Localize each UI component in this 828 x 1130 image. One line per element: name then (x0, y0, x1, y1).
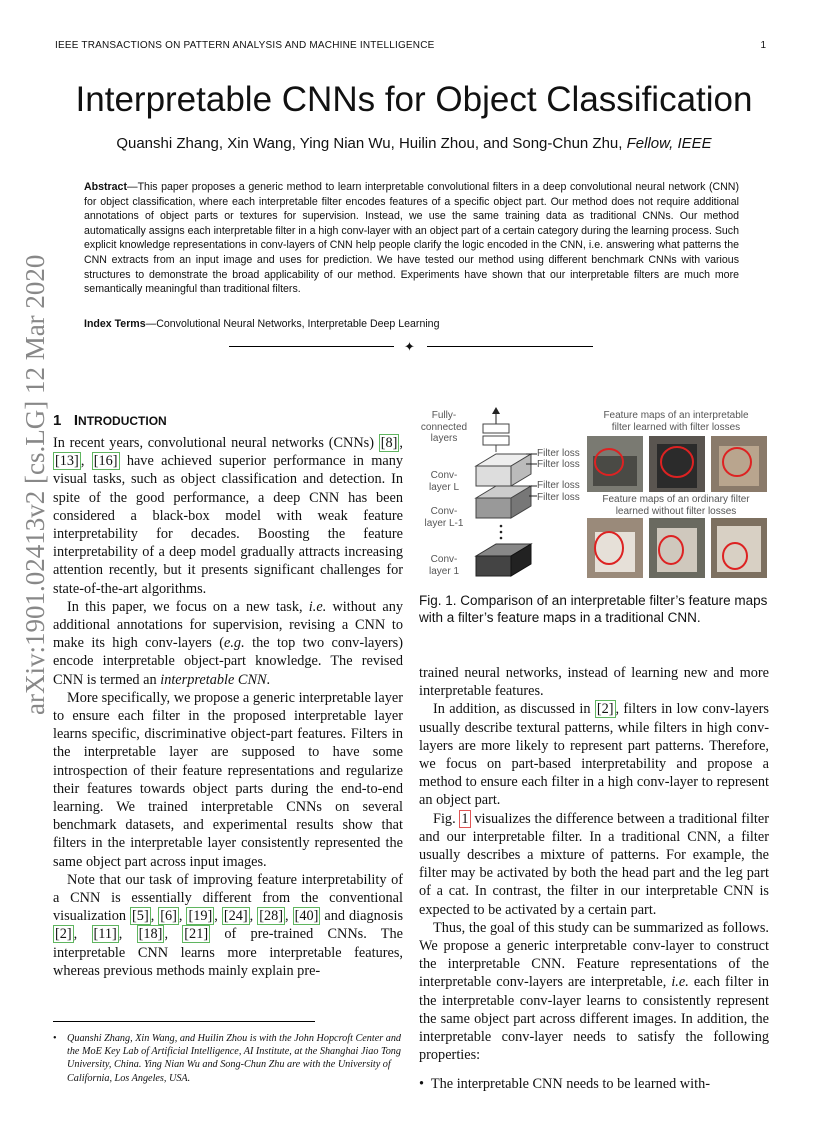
text: interpretable CNN (160, 671, 267, 688)
filter-loss-label: Filter loss (537, 448, 580, 459)
footnote-rule (53, 1021, 315, 1022)
paragraph-1: In recent years, convolutional neural networks (CNNs) [8] , [13] , [16] have achieved superior performance in many visual tasks, such as object classification and detection. In spite of the good performance, a deep CNN has been considered a black-box model with weak feature interpretability for decades. Boosting the feature interpretability of a deep model gradually attracts increasing attention recently, but it presents significant challenges for state-of-the-art algorithms. (53, 435, 404, 597)
label-conv-layer-l: Conv- layer L (428, 470, 459, 493)
interpretable-maps-title: Feature maps of an interpretable filter learned with filter losses (603, 410, 749, 433)
citation-link[interactable]: [40] (294, 908, 319, 925)
abstract (84, 180, 739, 297)
citation-link[interactable]: [6] (160, 908, 177, 925)
figure-1 (419, 406, 779, 586)
text: e.g. (224, 635, 245, 652)
arxiv-stamp (12, 254, 52, 715)
citation-link[interactable]: [16] (93, 453, 118, 470)
label-conv-layer-1: Conv- layer 1 (428, 554, 459, 577)
citation-link[interactable]: [2] (55, 926, 72, 943)
footnote (53, 1032, 403, 1085)
label-conv-layer-l-1: Conv- layer L-1 (424, 506, 464, 529)
citation-link[interactable]: [24] (223, 908, 248, 925)
citation-link[interactable]: [19] (188, 908, 213, 925)
figure-link[interactable]: 1 (461, 810, 469, 827)
paragraph-3: More specifically, we propose a generic interpretable layer to ensure each filter in the proposed interpretable layer learns specific, discriminative object-part features. Filters in the interpretable layer are supposed to have some introspection of their feature representations and regularize their features towards object parts during the end-to-end learning. We trained interpretable CNNs on several benchmark datasets, and experimental results show that filters in the interpretable layer consistently represented the same object part across input images. (53, 689, 403, 870)
property-text: The interpretable CNN needs to be learned with- (430, 1076, 710, 1092)
abstract-label: Abstract (84, 181, 127, 193)
left-column (53, 434, 403, 980)
paragraph-7 (419, 919, 769, 1065)
text: In addition, as discussed in (433, 701, 595, 718)
paragraph-4: Note that our task of improving feature interpretability of a CNN is essentially different from the conventional visualization [5] , [6] , [19] , [24] , [28] , [40] and diagnosis [2] , [11] , [18] , [21] of pre-trained CNNs. The interpretable CNN learns more interpretable features, whereas previous methods mainly explain pre- (53, 871, 404, 979)
text: Note that our task of improving feature interpretability of a CNN is essentially different from the conventional visualization (53, 871, 403, 925)
section-heading (53, 412, 167, 429)
citation-link[interactable]: [11] (93, 926, 117, 943)
citation-link[interactable]: [8] (380, 435, 398, 451)
text: without any additional annotations for supervision, revising a CNN to make its high conv-layers ( (53, 598, 403, 652)
filter-loss-label: Filter loss (537, 492, 580, 503)
paragraph-6 (419, 810, 769, 919)
arxiv-stamp-text: arXiv:1901.02413v2 [cs.LG] 12 Mar 2020 (20, 254, 50, 715)
section-title-first: I (73, 412, 79, 429)
text: each filter in the interpretable conv-layer learns to consistently represent the same object part across different images. In addition, the interpretable conv-layer needs to satisfy the following properties: (419, 974, 769, 1064)
text: In recent years, convolutional neural networks (CNNs) (53, 435, 379, 451)
paragraph-continued: trained neural networks, instead of learning new and more interpretable features. (419, 665, 769, 700)
filter-loss-label: Filter loss (537, 459, 580, 470)
text: In this paper, we focus on a new task, (67, 598, 309, 615)
index-terms-label: Index Terms (84, 318, 146, 330)
network-diagram (471, 406, 541, 586)
paper-title: Interpretable CNNs for Object Classification (75, 80, 753, 119)
citation-link[interactable]: [2] (596, 701, 614, 718)
footnote-text: Quanshi Zhang, Xin Wang, and Huilin Zhou is with the John Hopcroft Center and the MoE Key Lab of Artificial Intelligence, AI Institute, at the Shanghai Jiao Tong University, China. Ying Nian Wu and Song-Chun Zhu are with the University of California, Los Angeles, USA. (67, 1033, 402, 1084)
ordinary-maps-title: Feature maps of an ordinary filter learned without filter losses (602, 494, 750, 517)
filter-loss-label: Filter loss (537, 480, 580, 491)
journal-header: IEEE TRANSACTIONS ON PATTERN ANALYSIS AND MACHINE INTELLIGENCE (55, 40, 435, 51)
separator-diamond-icon: ✦ (404, 339, 415, 354)
text: Thus, the goal of this study can be summarized as follows. We propose a generic interpretable conv-layer to construct the interpretable CNN. Feature representations of the interpretable conv-layers are interpretable, (419, 919, 769, 991)
separator-left (229, 346, 394, 347)
text: Fig. (433, 810, 460, 827)
figure-caption: Fig. 1. Comparison of an interpretable filter’s feature maps with a filter’s feature maps in a traditional CNN. (419, 593, 768, 625)
citation-link[interactable]: [21] (184, 926, 209, 943)
text: visualizes the difference between a traditional filter and our interpretable filter. In a traditional CNN, a filter usually describes a mixture of patterns. For example, the filter may be activated by both the head part and the leg part of a cat. In contrast, the filter in our interpretable CNN is expected to be activated by a certain part. (419, 810, 769, 918)
text: i.e. (308, 598, 327, 615)
author-suffix: Fellow, IEEE (626, 135, 712, 152)
paragraph-5 (419, 700, 769, 809)
index-terms-text: —Convolutional Neural Networks, Interpretable Deep Learning (145, 318, 440, 330)
citation-link[interactable]: [18] (138, 926, 163, 943)
paper-authors (0, 135, 828, 152)
text: , filters in low conv-layers usually describe textural patterns, while filters in high conv-layers are more likely to represent part patterns. Therefore, we focus on part-based interpretability and propose a method to ensure each filter in a high conv-layer to represent an object part. (419, 701, 769, 809)
bullet-icon: • (419, 1076, 425, 1092)
text: the top two conv-layers) encode interpretable object-part knowledge. The revised CNN is termed an (53, 635, 403, 688)
ordinary-feature-maps (587, 518, 769, 578)
text: of pre-trained CNNs. The interpretable CNN learns more interpretable features, whereas previous methods mainly explain pre- (53, 926, 403, 979)
citation-link[interactable]: [13] (55, 453, 79, 470)
page-number: 1 (760, 40, 766, 51)
interpretable-feature-maps (587, 436, 769, 492)
text: . (266, 671, 271, 688)
right-column (419, 664, 769, 1064)
property-list-item (419, 1075, 769, 1093)
paragraph-2 (53, 598, 403, 689)
index-terms (84, 318, 739, 330)
separator-right (427, 346, 593, 347)
text: have achieved superior performance in many visual tasks, such as object classification and detection. In spite of the good performance, a deep CNN has been considered a black-box model with weak feature interpretability for decades. Boosting the feature interpretability of a deep model gradually attracts increasing attention recently, but it presents significant challenges for state-of-the-art algorithms. (53, 453, 404, 597)
label-fc-layers: Fully- connected layers (420, 410, 468, 444)
section-number: 1 (53, 412, 62, 429)
citation-link[interactable]: [28] (259, 908, 284, 925)
text: and diagnosis (320, 908, 404, 925)
abstract-text: —This paper proposes a generic method to learn interpretable convolutional filters in a deep convolutional neural network (CNN) for object classification, where each interpretable filter encodes features of a specific object part. Our method does not require additional annotations of object parts or textures for supervision. Instead, we use the same training data as traditional CNNs. Our method automatically assigns each interpretable filter in a high conv-layer with an object part of a certain category during the learning process. Such explicit knowledge representations in conv-layers of CNN help people clarify the logic encoded in the CNN, i.e. answering what patterns the CNN extracts from an input image and uses for prediction. We have tested our method using different benchmark CNNs with various structures to demonstrate the broad applicability of our method. Experiments have shown that our interpretable filters are much more semantically meaningful than traditional filters. (84, 181, 739, 296)
section-title-rest: NTRODUCTION (78, 414, 167, 428)
bullet-icon: • (53, 1033, 57, 1044)
author-list: Quanshi Zhang, Xin Wang, Ying Nian Wu, Huilin Zhou, and Song-Chun Zhu, (116, 135, 623, 152)
text: i.e. (671, 974, 689, 991)
citation-link[interactable]: [5] (132, 908, 149, 925)
